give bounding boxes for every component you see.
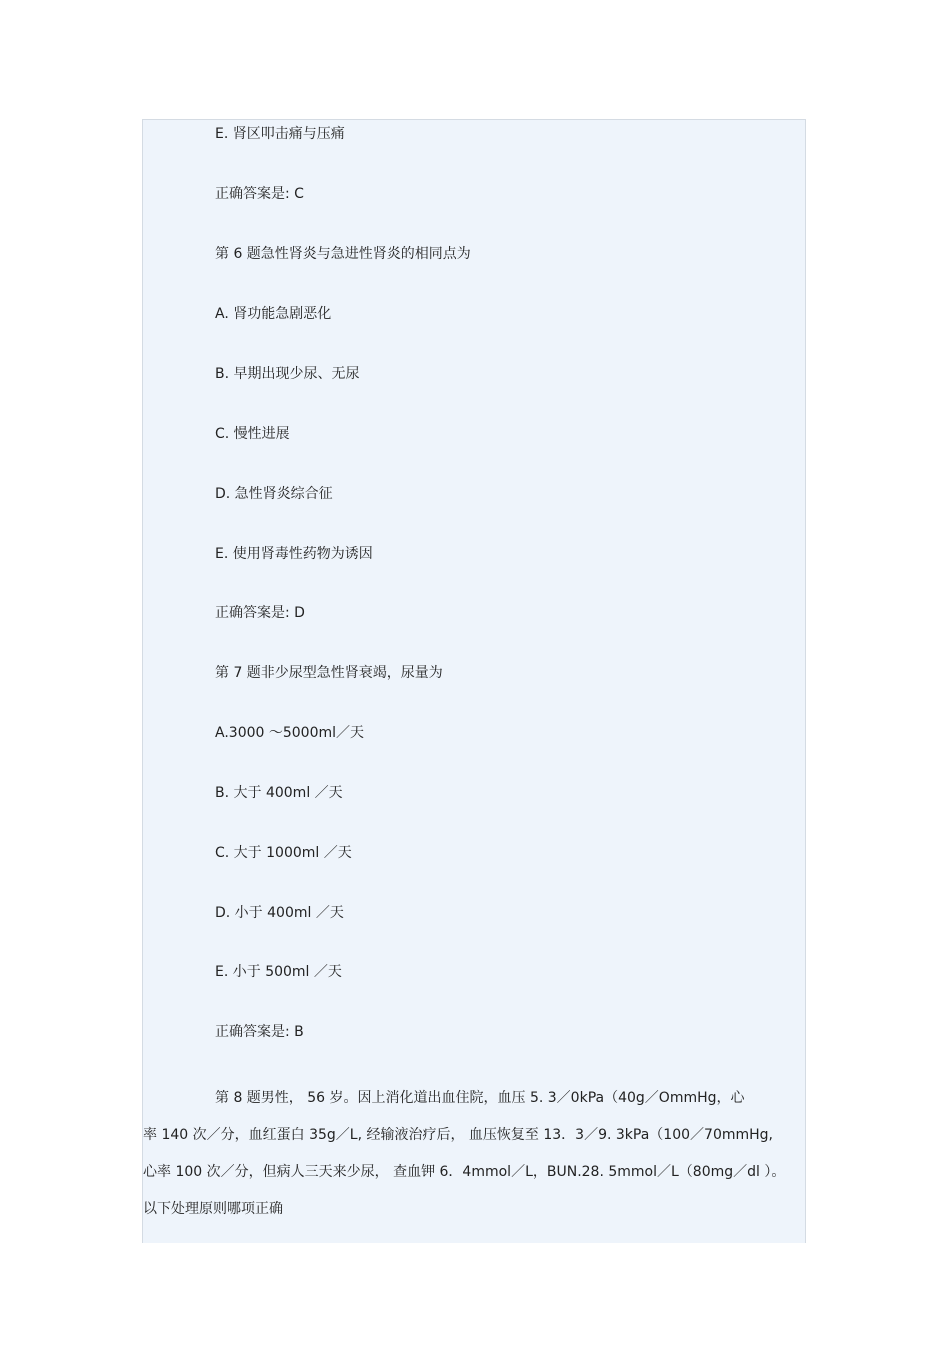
option-e-q6: E. 使用肾毒性药物为诱因 xyxy=(215,546,373,562)
question-8-line: 以下处理原则哪项正确 xyxy=(143,1201,283,1217)
option-e-q7: E. 小于 500ml ／天 xyxy=(215,964,342,980)
option-a-q7: A.3000 ～5000ml／天 xyxy=(215,725,365,741)
option-b-q7: B. 大于 400ml ／天 xyxy=(215,785,343,801)
answer-q6: 正确答案是: D xyxy=(215,605,305,621)
question-8-line: 第 8 题男性， 56 岁。因上消化道出血住院，血压 5. 3／0kPa（40g／OmmHg，心 xyxy=(215,1090,745,1106)
option-d-q6: D. 急性肾炎综合征 xyxy=(215,486,333,502)
option-c-q6: C. 慢性进展 xyxy=(215,426,290,442)
option-a-q6: A. 肾功能急剧恶化 xyxy=(215,306,332,322)
option-e-q5: E. 肾区叩击痛与压痛 xyxy=(215,126,345,142)
answer-q5: 正确答案是: C xyxy=(215,186,304,202)
answer-q7: 正确答案是: B xyxy=(215,1024,304,1040)
option-d-q7: D. 小于 400ml ／天 xyxy=(215,905,344,921)
question-8-line: 心率 100 次／分，但病人三天来少尿， 查血钾 6．4mmol／L，BUN.28. 5mmol／L（80mg／dl ）。 xyxy=(143,1164,786,1180)
question-8-line: 率 140 次／分，血红蛋白 35g／L, 经输液治疗后， 血压恢复至 13．3／9. 3kPa（100／70mmHg, xyxy=(143,1127,773,1143)
option-c-q7: C. 大于 1000ml ／天 xyxy=(215,845,352,861)
question-8-paragraph xyxy=(143,1080,805,1228)
question-6: 第 6 题急性肾炎与急进性肾炎的相同点为 xyxy=(215,246,471,262)
question-7: 第 7 题非少尿型急性肾衰竭，尿量为 xyxy=(215,665,443,681)
option-b-q6: B. 早期出现少尿、无尿 xyxy=(215,366,360,382)
